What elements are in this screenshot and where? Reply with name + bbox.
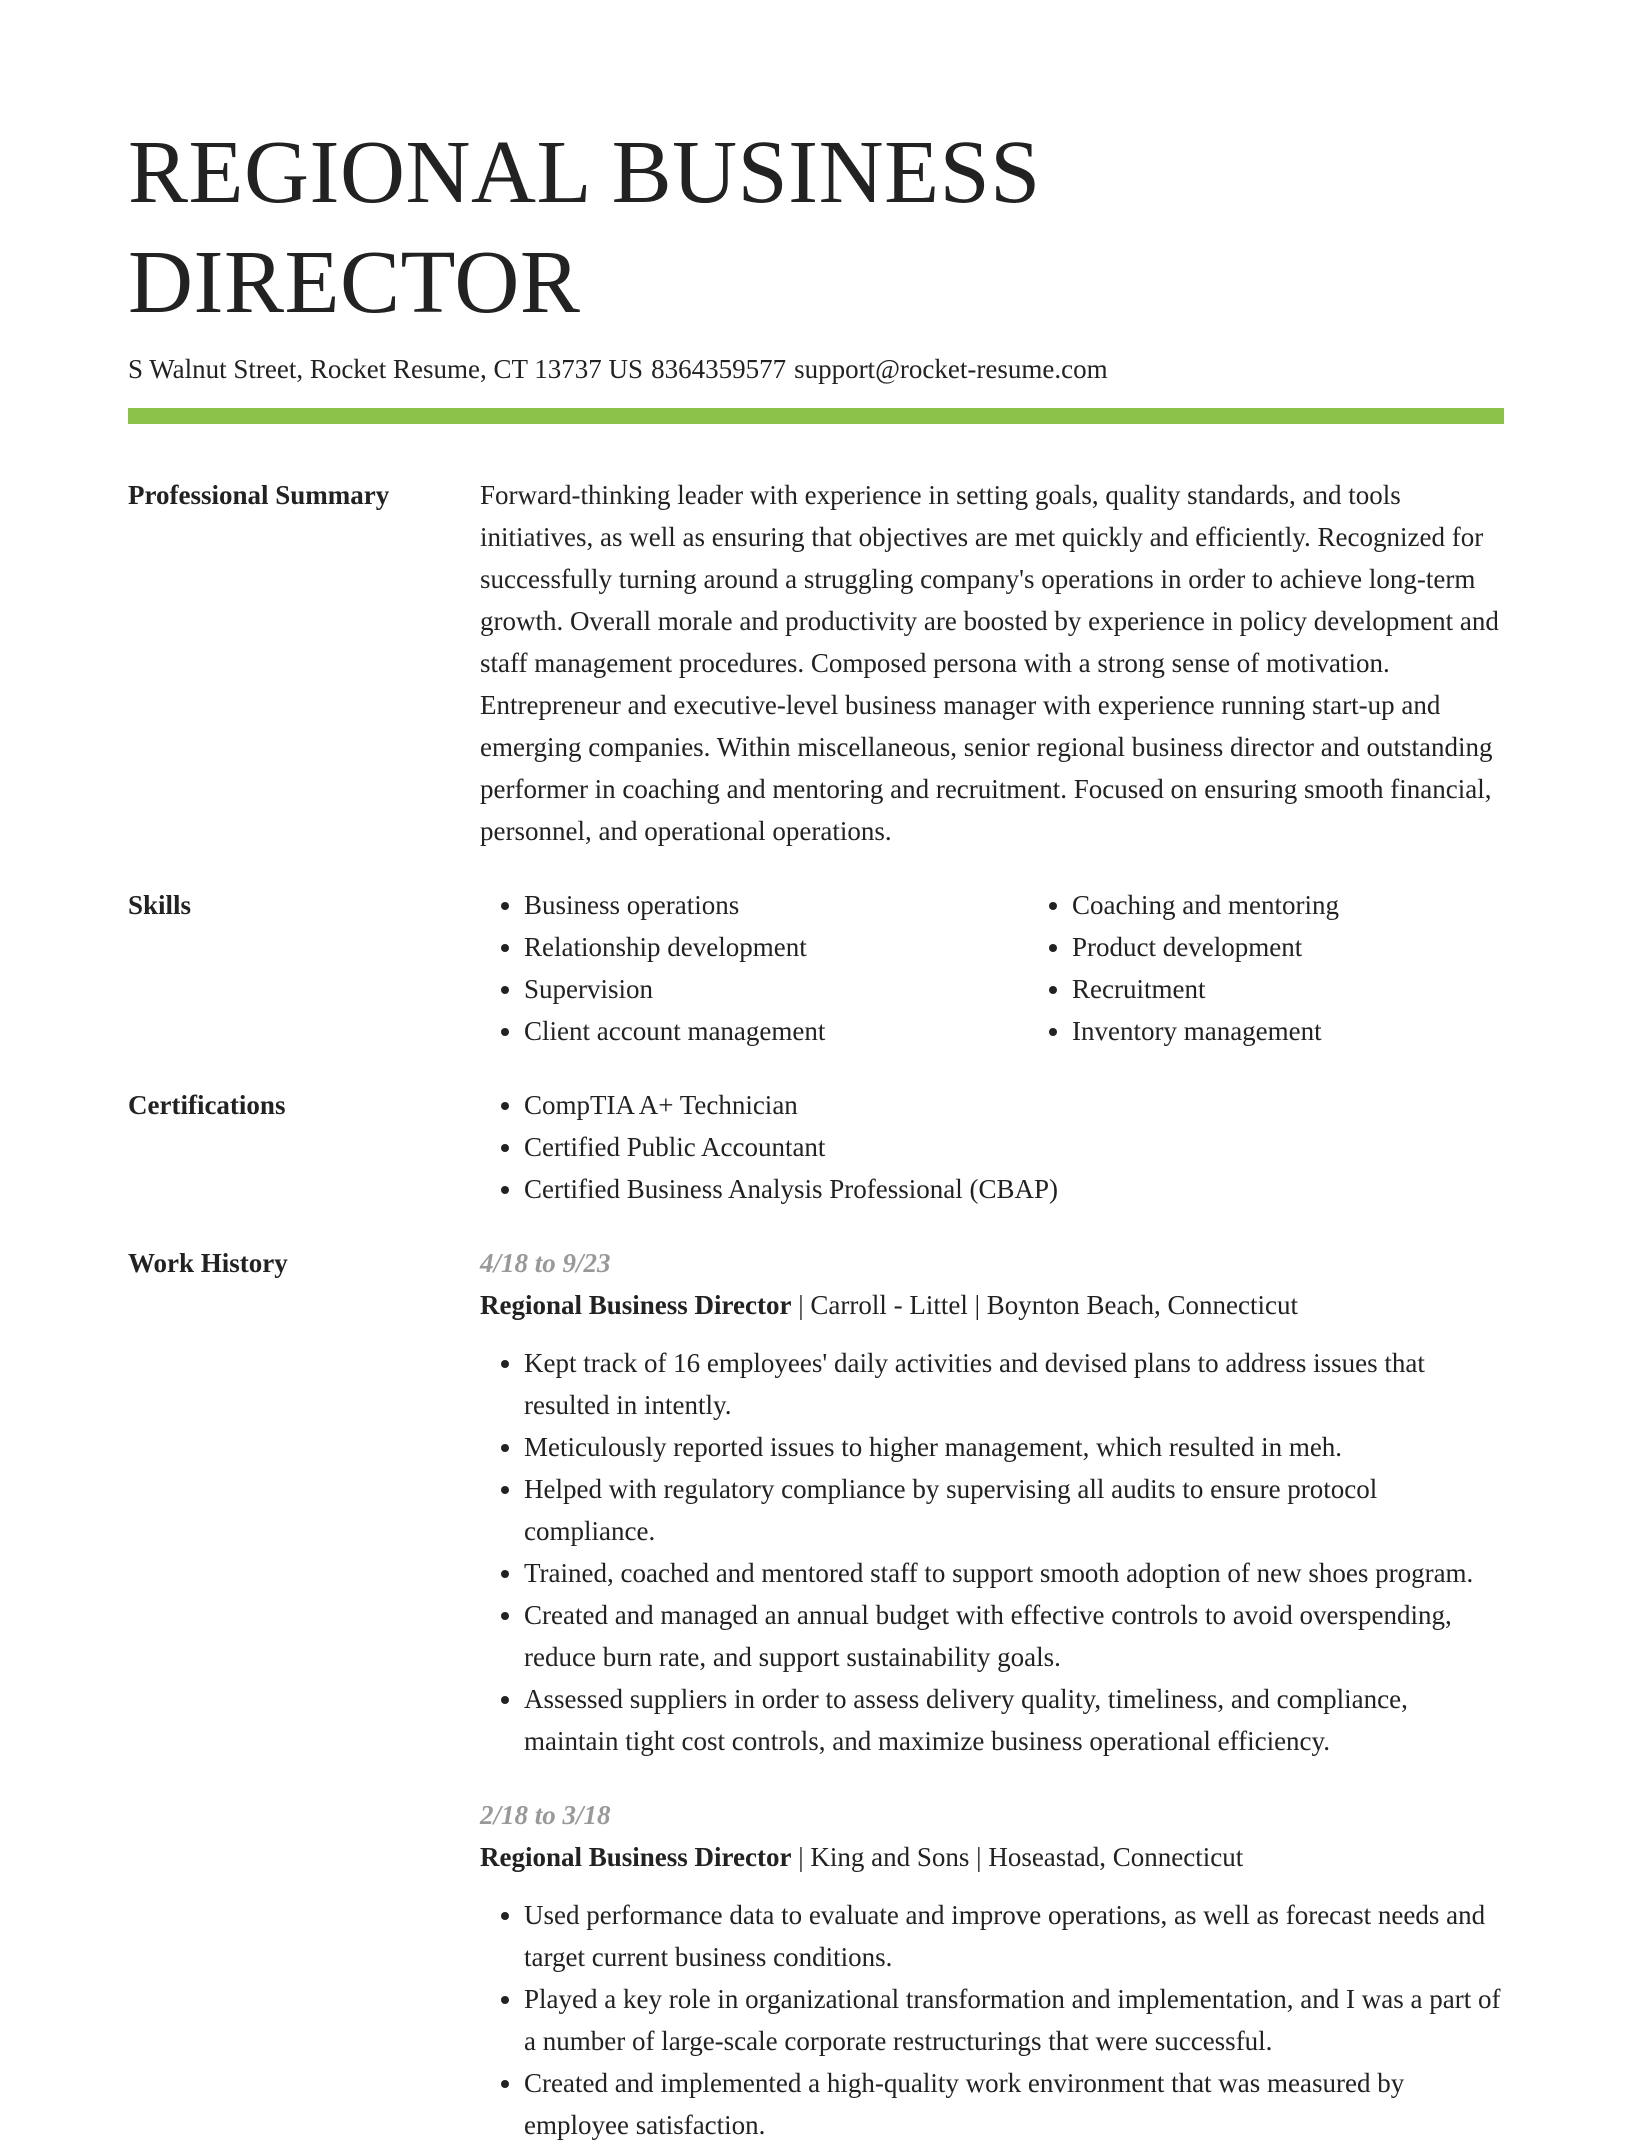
job-bullet: • Used performance data to evaluate and improve operations, as well as forecast needs and target current business conditions. [524,1894,1504,1978]
job-dates: 2/18 to 3/18 [480,1800,611,1830]
work-history-heading: Work History [128,1248,288,1278]
job-bullet: • Played a key role in organizational transformation and implementation, and I was a part of a number of large-scale corporate restructurings that were successful. [524,1978,1504,2062]
certification-item: • CompTIA A+ Technician [524,1084,1504,1126]
certifications-list [480,1084,1504,1210]
job-bullets [480,1894,1504,2146]
job-entry [480,1794,1504,2146]
job-bullets [480,1342,1504,1762]
certifications-heading: Certifications [128,1090,286,1120]
job-entry [480,1242,1504,1762]
phone-text: 8364359577 [651,354,787,384]
skill-item: • Recruitment [1072,968,1339,1010]
job-bullet: • Helped with regulatory compliance by supervising all audits to ensure protocol compliance. [524,1468,1504,1552]
skill-item: • Supervision [524,968,1028,1010]
certifications-section [128,1084,1504,1210]
job-bullet: • Meticulously reported issues to higher management, which resulted in meh. [524,1426,1504,1468]
job-bullet: • Created and managed an annual budget with effective controls to avoid overspending, reduce burn rate, and support sustainability goals. [524,1594,1504,1678]
certification-item: • Certified Business Analysis Professional (CBAP) [524,1168,1504,1210]
skill-item: • Coaching and mentoring [1072,884,1339,926]
contact-line [128,352,1504,386]
email-text: support@rocket-resume.com [794,354,1108,384]
skill-item: • Business operations [524,884,1028,926]
summary-text: Forward-thinking leader with experience in setting goals, quality standards, and tools initiatives, as well as ensuring that objectives are met quickly and efficiently. Recognized for successfully turning around a struggling company's operations in order to achieve long-term growth. Overall morale and productivity are boosted by experience in policy development and staff management procedures. Composed persona with a strong sense of motivation. Entrepreneur and executive-level business manager with experience running start-up and emerging companies. Within miscellaneous, senior regional business director and outstanding performer in coaching and mentoring and recruitment. Focused on ensuring smooth financial, personnel, and operational operations. [480,480,1499,846]
certification-item: • Certified Public Accountant [524,1126,1504,1168]
work-history-section [128,1242,1504,2146]
skills-list-right [1028,884,1339,1052]
job-header [480,1836,1504,1878]
skills-list-left [480,884,1028,1052]
accent-divider [128,408,1504,424]
job-details: | Carroll - Littel | Boynton Beach, Connecticut [791,1290,1298,1320]
skills-heading: Skills [128,890,192,920]
job-bullet: • Created and implemented a high-quality work environment that was measured by employee satisfaction. [524,2062,1504,2146]
job-title: Regional Business Director [480,1290,792,1320]
skill-item: • Client account management [524,1010,1028,1052]
job-bullet: • Trained, coached and mentored staff to support smooth adoption of new shoes program. [524,1552,1504,1594]
skills-section [128,884,1504,1052]
skill-item: • Inventory management [1072,1010,1339,1052]
summary-section [128,474,1504,852]
summary-heading: Professional Summary [128,480,390,510]
job-bullet: • Kept track of 16 employees' daily activities and devised plans to address issues that resulted in intently. [524,1342,1504,1426]
skill-item: • Relationship development [524,926,1028,968]
job-header [480,1284,1504,1326]
skill-item: • Product development [1072,926,1339,968]
job-dates: 4/18 to 9/23 [480,1248,611,1278]
job-title: Regional Business Director [480,1842,792,1872]
resume-title: REGIONAL BUSINESS DIRECTOR [128,123,1041,332]
address-text: S Walnut Street, Rocket Resume, CT 13737 US [128,354,644,384]
job-bullet: • Assessed suppliers in order to assess delivery quality, timeliness, and compliance, maintain tight cost controls, and maximize business operational efficiency. [524,1678,1504,1762]
job-details: | King and Sons | Hoseastad, Connecticut [791,1842,1244,1872]
